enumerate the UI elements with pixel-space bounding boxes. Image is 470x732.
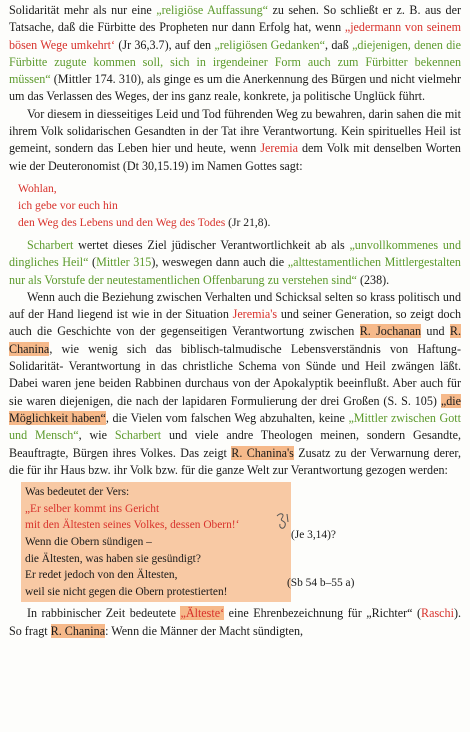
- quote-line: Er redet jedoch von den Ältesten,: [25, 569, 178, 582]
- paragraph-1: [9, 2, 461, 106]
- text: zu sehen. So schließt er z. B. aus der Tatsache, daß die Fürbitte des Propheten nur dann Erfolg hat, wenn: [9, 3, 461, 35]
- text: (238).: [356, 272, 390, 287]
- text: (Jr 36,3.7), auf den: [115, 37, 215, 52]
- paragraph-2: [9, 106, 461, 175]
- quote-line: Wenn die Obern sündigen –: [25, 535, 152, 548]
- talmud-quote-wrapper: [9, 482, 461, 602]
- text: dem Volk mit denselben Worten wie der Deuteronomist (Dt 30,15.19) im Namen Gottes sagt:: [9, 141, 461, 173]
- quote-line: den Weg des Lebens und den Weg des Todes: [18, 215, 226, 229]
- green-highlight: Scharbert: [27, 237, 74, 252]
- highlighted-quote-block: [21, 482, 291, 602]
- paragraph-3: [9, 237, 461, 289]
- green-highlight: „alttestamentlichen Mittlergestalten nur als Vorstufe der neutestamentlichen Offenbarung zu verstehen sind“: [9, 255, 461, 287]
- text: Zusatz zu der Verwarnung derer, die für ihr Haus bzw. ihr Volk bzw. für die ganze Welt zur Verantwortung gezogen werden:: [9, 445, 461, 477]
- paragraph-5: [9, 605, 461, 640]
- orange-highlight: R. Chanina: [9, 324, 461, 356]
- red-orange-highlight: „Älteste‘: [180, 606, 225, 621]
- green-highlight: „diejenigen, denen die Fürbitte zugute kommen soll, sich in irgendeiner Form auch zum Fürbitter bekennen müssen“: [9, 37, 461, 87]
- quote-block: [18, 180, 461, 231]
- text: und: [421, 324, 450, 339]
- orange-highlight: R. Jochanan: [359, 324, 422, 339]
- green-highlight: Scharbert: [114, 428, 162, 443]
- orange-highlight: R. Chanina's: [231, 445, 294, 460]
- text: Solidarität mehr als nur eine: [9, 3, 157, 17]
- red-highlight: Raschi: [421, 606, 454, 621]
- green-highlight: „religiösen Gedanken“: [214, 37, 326, 52]
- page: [9, 2, 461, 640]
- quote-line: weil sie nicht gegen die Obern protestierten!: [25, 585, 228, 598]
- green-highlight: Mittler 315: [96, 255, 152, 270]
- text: ), weswegen dann auch die: [151, 255, 288, 270]
- text: (Mittler 174. 310), als ginge es um die Anerkennung des Bürgen und nicht vielmehr um das Verlassen des Weges, der ins ganz reale, konkrete, ja politische Unglück führt.: [9, 72, 461, 104]
- red-highlight: Jeremia's: [232, 307, 278, 322]
- text: , wie wenig sich das biblisch-talmudische Lebensverständnis von Haftung- Solidarität- Verantwortung in das christliche Schema von Sünde und Heil zwängen läßt. Dabei waren jene beiden Rabbinen durchaus von der Apokalyptik beeinflußt. Aber auch für sie waren diejenigen, die nach der lapidaren Formulierung der drei Großen (S. S. 105): [9, 341, 461, 408]
- text: Wenn auch die Beziehung zwischen Verhalten und Schicksal selten so krass politisch und auf der Hand liegend ist wie in der Situation: [9, 289, 461, 322]
- green-highlight: „unvollkommenes und dingliches Heil“: [9, 237, 461, 270]
- quote-line: ich gebe vor euch hin: [18, 198, 118, 212]
- text: Vor diesem in diesseitiges Leid und Tod führenden Weg zu bewahren, darin sahen die mit ihrem Volk solidarischen Gesandten in der Tat ihre Verantwortung. Kein spirituelles Heil ist gemeint, sondern das Leben hier und heute, wenn: [9, 106, 461, 156]
- text: und seiner Generation, so zeigt doch auch die Geschichte von der gegenseitigen Verantwortung zwischen: [9, 307, 461, 339]
- quote-line: Was bedeutet der Vers:: [25, 486, 130, 499]
- text: (: [88, 255, 97, 270]
- text: ). So fragt: [9, 606, 461, 638]
- quote-reference: (Jr 21,8).: [225, 215, 271, 229]
- text: : Wenn die Männer der Macht sündigten,: [105, 623, 304, 638]
- text: In rabbinischer Zeit bedeutete: [27, 606, 181, 621]
- verse-reference: (Je 3,14)?: [291, 529, 336, 542]
- green-highlight: „Mittler zwischen Gott und Mensch“: [9, 410, 461, 443]
- text: , daß: [325, 37, 353, 52]
- text: wertet dieses Ziel jüdischer Verantwortlichkeit ab als: [73, 237, 350, 252]
- text: eine Ehrenbezeichnung für „Richter“ (: [224, 606, 422, 621]
- text: , wie: [78, 428, 115, 443]
- green-highlight: „religiöse Auffassung“: [156, 3, 268, 17]
- paragraph-4: [9, 289, 461, 479]
- quote-line: „Er selber kommt ins Gericht: [25, 502, 160, 515]
- source-reference: (Sb 54 b–55 a): [287, 577, 355, 590]
- text: und viele andre Theologen meinen, sondern Gesandte, Beauftragte, Bürgen ihres Volkes. Das zeigt: [9, 428, 461, 460]
- quote-line: Wohlan,: [18, 181, 57, 195]
- quote-line: die Ältesten, was haben sie gesündigt?: [25, 552, 201, 565]
- text: , die Vielen vom falschen Weg abzuhalten, keine: [105, 410, 349, 425]
- red-highlight: Jeremia: [260, 141, 298, 156]
- orange-highlight: R. Chanina: [50, 623, 106, 638]
- red-highlight: „jedermann von seinem bösen Wege umkehrt‘: [9, 20, 461, 52]
- quote-line: mit den Ältesten seines Volkes, dessen Obern!‘: [25, 519, 240, 532]
- orange-highlight: „die Möglichkeit haben“: [9, 393, 461, 425]
